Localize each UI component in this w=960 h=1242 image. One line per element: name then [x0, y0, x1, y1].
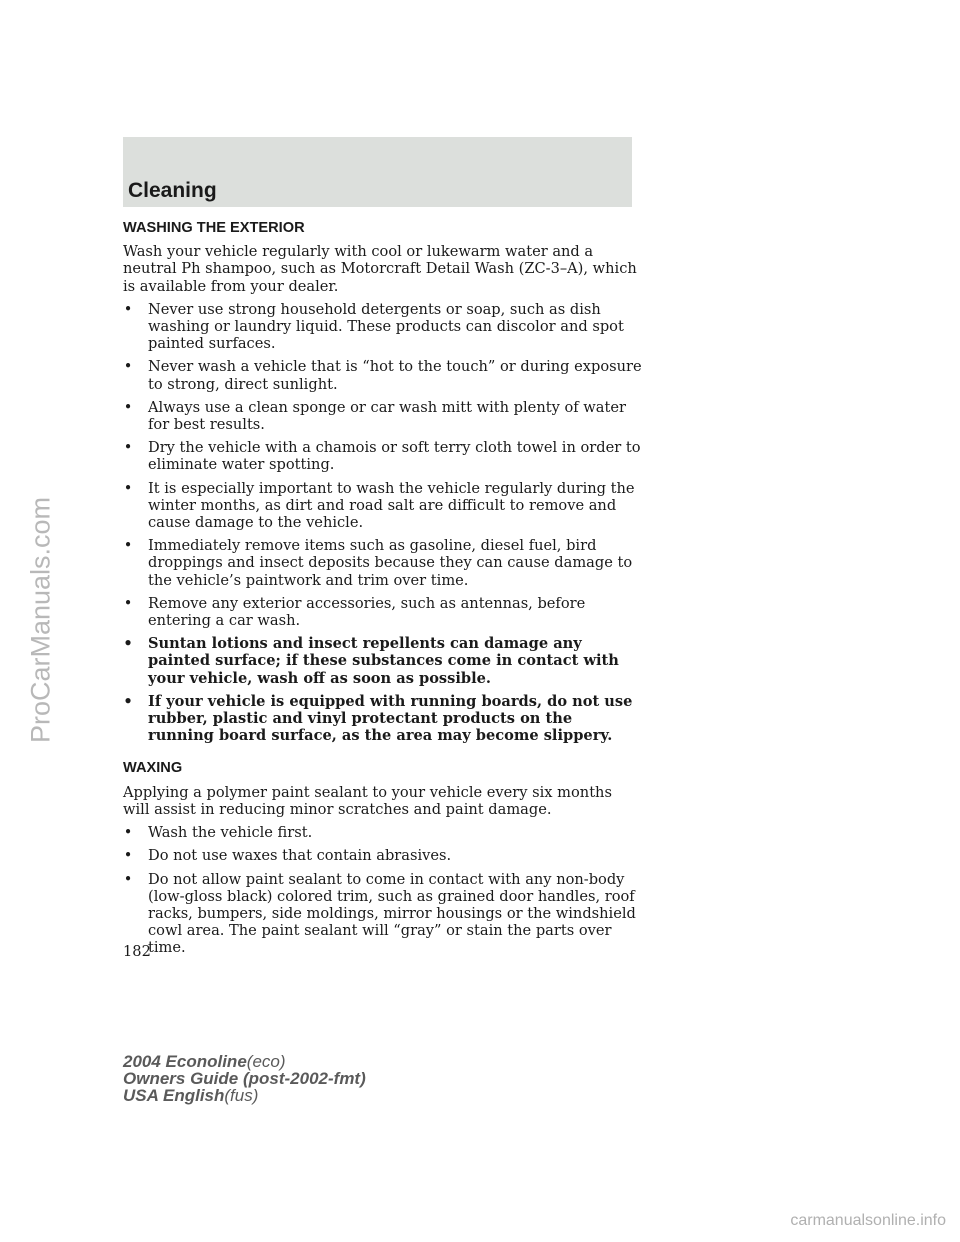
waxing-list: [123, 824, 643, 956]
section-title: Cleaning: [128, 179, 217, 202]
warning-list-item: • If your vehicle is equipped with running boards, do not use rubber, plastic and vinyl protectant products on the running board surface, as the area may become slippery.: [123, 692, 633, 745]
bullet-icon: •: [123, 439, 133, 457]
list-item: • Remove any exterior accessories, such as antennas, before entering a car wash.: [123, 594, 586, 630]
watermark: [0, 0, 70, 1242]
bullet-icon: •: [123, 479, 133, 497]
footer-model-code: (eco): [246, 1052, 286, 1071]
list-item: • Never use strong household detergents or soap, such as dish washing or laundry liquid. These products can discolor and spot painted surfaces.: [123, 300, 624, 353]
document-footer: [123, 1053, 366, 1104]
section-header-bar: [123, 137, 632, 207]
list-item: • Never wash a vehicle that is “hot to the touch” or during exposure to strong, direct sunlight.: [123, 358, 642, 393]
waxing-intro: Applying a polymer paint sealant to your vehicle every six months will assist in reducing minor scratches and paint damage.: [123, 783, 612, 818]
page-content: [123, 220, 643, 963]
bullet-icon: •: [123, 537, 133, 555]
bullet-icon: •: [123, 594, 133, 612]
washing-intro: Wash your vehicle regularly with cool or lukewarm water and a neutral Ph shampoo, such as Motorcraft Detail Wash (ZC-3–A), which is available from your dealer.: [123, 243, 637, 295]
bullet-icon: •: [123, 358, 133, 376]
list-item: • Always use a clean sponge or car wash mitt with plenty of water for best results.: [123, 398, 626, 434]
footer-model: 2004 Econoline: [123, 1052, 247, 1071]
bullet-icon: •: [123, 398, 133, 416]
watermark-text: ProCarManuals.com: [25, 496, 56, 744]
list-item: • Wash the vehicle first.: [123, 824, 313, 842]
list-item: • It is especially important to wash the vehicle regularly during the winter months, as dirt and road salt are difficult to remove and cause damage to the vehicle.: [123, 479, 635, 532]
site-watermark: carmanualsonline.info: [790, 1212, 946, 1229]
footer-language: USA English: [123, 1086, 225, 1105]
list-item: • Do not use waxes that contain abrasives.: [123, 847, 452, 865]
bullet-icon: •: [123, 635, 133, 653]
bullet-icon: •: [123, 300, 133, 318]
list-item: • Immediately remove items such as gasoline, diesel fuel, bird droppings and insect deposits because they can cause damage to the vehicle’s paintwork and trim over time.: [123, 537, 633, 589]
bullet-icon: •: [123, 870, 133, 888]
washing-list: [123, 301, 643, 745]
footer-language-code: (fus): [224, 1086, 259, 1105]
page-number: 182: [123, 943, 151, 960]
bullet-icon: •: [123, 824, 133, 842]
warning-list-item: • Suntan lotions and insect repellents can damage any painted surface; if these substances come in contact with your vehicle, wash off as soon as possible.: [123, 635, 619, 687]
washing-heading: WASHING THE EXTERIOR: [123, 220, 305, 236]
bullet-icon: •: [123, 847, 133, 865]
bullet-icon: •: [123, 692, 133, 710]
footer-guide: Owners Guide (post-2002-fmt): [123, 1069, 366, 1088]
waxing-heading: WAXING: [123, 760, 183, 777]
list-item: • Do not allow paint sealant to come in contact with any non-body (low-gloss black) colored trim, such as grained door handles, roof racks, bumpers, side moldings, mirror housings or the windshield cowl area. The paint sealant will “gray” or stain the parts over time.: [123, 870, 636, 957]
list-item: • Dry the vehicle with a chamois or soft terry cloth towel in order to eliminate water spotting.: [123, 439, 641, 474]
